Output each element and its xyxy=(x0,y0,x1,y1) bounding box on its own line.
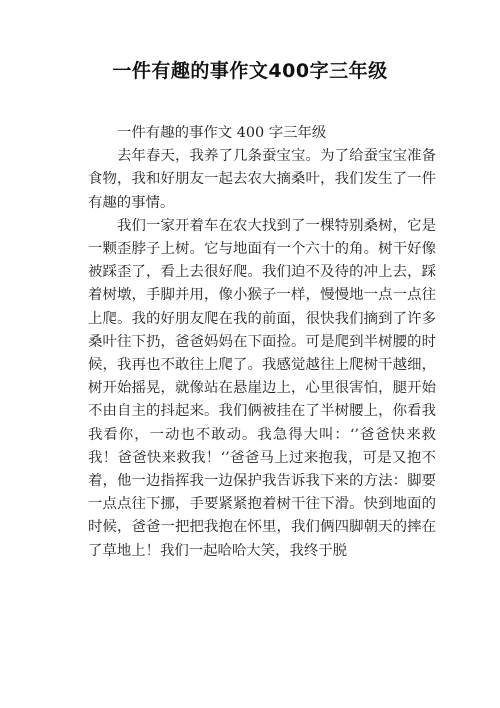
document-body xyxy=(88,122,436,563)
document-subtitle: 一件有趣的事作文 400 字三年级 xyxy=(117,125,327,141)
paragraph: 去年春天，我养了几条蚕宝宝。为了给蚕宝宝准备食物，我和好朋友一起去农大摘桑叶，我们发生了一件有趣的事情。 xyxy=(88,148,436,211)
paragraph: 我们一家开着车在农大找到了一棵特别桑树，它是一颗歪脖子上树。它与地面有一个六十的角。树干好像被踩歪了，看上去很好爬。我们迫不及待的冲上去，踩着树墩，手脚并用，像小猴子一样，慢慢地一点一点往上爬。我的好朋友爬在我的前面，很快我们摘到了许多桑叶往下扔，爸爸妈妈在下面捡。可是爬到半树腰的时候，我再也不敢往上爬了。我感觉越往上爬树干越细，树开始摇晃，就像站在悬崖边上，心里很害怕，腿开始不由自主的抖起来。我们俩被挂在了半树腰上，你看我我看你，一动也不敢动。我急得大叫：‘’爸爸快来救我！爸爸快来救我！‘’爸爸马上过来抱我，可是又抱不着，他一边指挥我一边保护我告诉我下来的方法：脚要一点点往下挪，手要紧紧抱着树干往下滑。快到地面的时候，爸爸一把把我抱在怀里，我们俩四脚朝天的摔在了草地上！我们一起哈哈大笑，我终于脱 xyxy=(88,217,436,559)
document-title: 一件有趣的事作文400字三年级 xyxy=(112,60,388,82)
